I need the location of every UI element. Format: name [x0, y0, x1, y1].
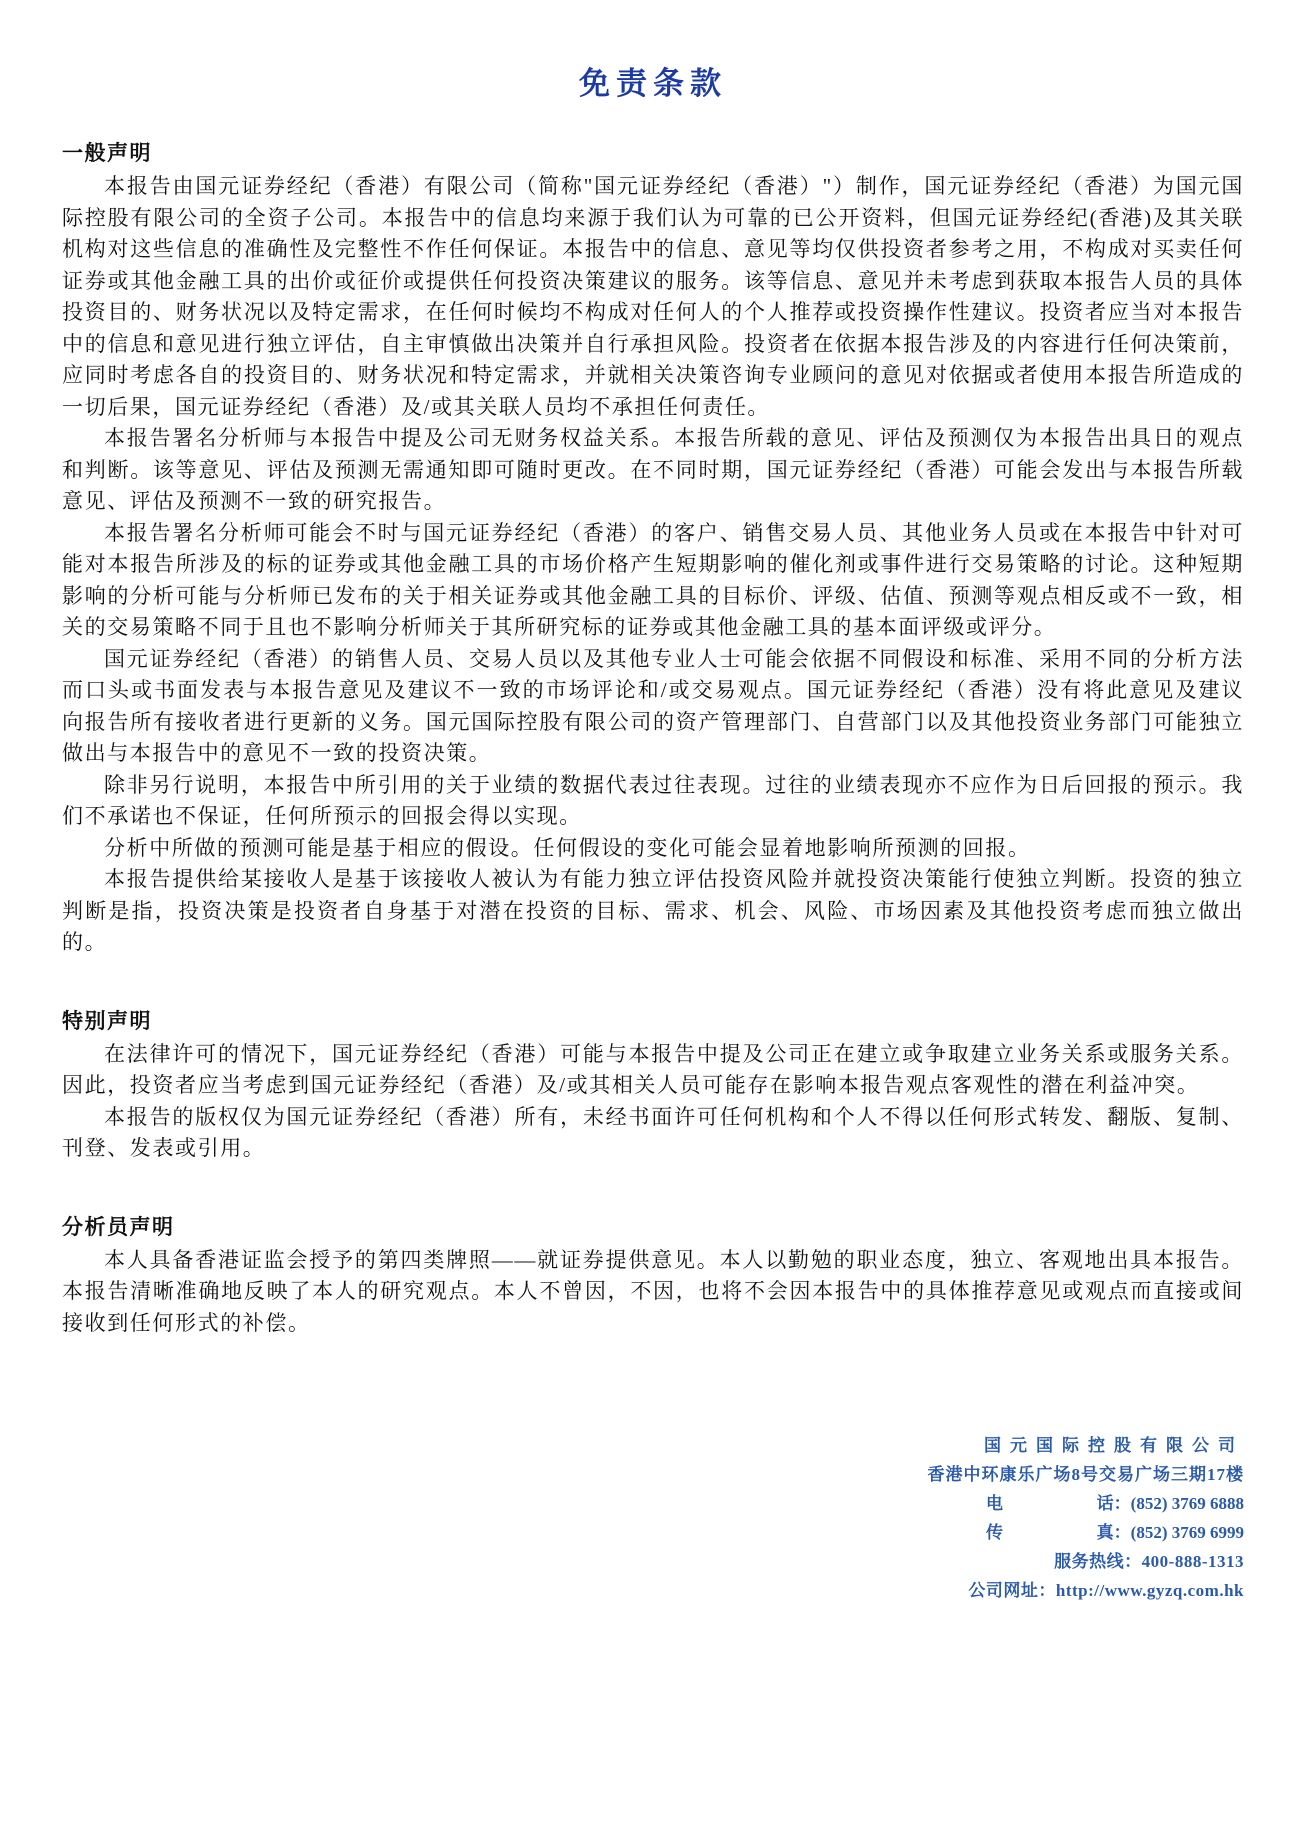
special-paragraph-2: 本报告的版权仅为国元证券经纪（香港）所有，未经书面许可任何机构和个人不得以任何形式转发、翻版、复制、刊登、发表或引用。 [62, 1104, 1244, 1160]
company-website: 公司网址：http://www.gyzq.com.hk [968, 1581, 1244, 1600]
general-paragraph-3: 本报告署名分析师可能会不时与国元证券经纪（香港）的客户、销售交易人员、其他业务人员或在本报告中针对可能对本报告所涉及的标的证券或其他金融工具的市场价格产生短期影响的催化剂或事件进行交易策略的讨论。这种短期影响的分析可能与分析师已发布的关于相关证券或其他金融工具的目标价、评级、估值、预测等观点相反或不一致，相关的交易策略不同于且也不影响分析师关于其所研究标的证券或其他金融工具的基本面评级或评分。 [62, 520, 1244, 639]
phone-line [986, 1489, 1244, 1518]
analyst-statement-heading: 分析员声明 [62, 1214, 175, 1239]
general-statement-heading: 一般声明 [62, 141, 152, 165]
fax-label: 传 [986, 1523, 1003, 1542]
general-paragraph-4: 国元证券经纪（香港）的销售人员、交易人员以及其他专业人士可能会依据不同假设和标准、采用不同的分析方法而口头或书面发表与本报告意见及建议不一致的市场评论和/或交易观点。国元证券经纪（香港）没有将此意见及建议向报告所有接收者进行更新的义务。国元国际控股有限公司的资产管理部门、自营部门以及其他投资业务部门可能独立做出与本报告中的意见不一致的投资决策。 [62, 646, 1244, 765]
phone-number: 话：(852) 3769 6888 [1096, 1494, 1244, 1513]
general-paragraph-2: 本报告署名分析师与本报告中提及公司无财务权益关系。本报告所载的意见、评估及预测仅为本报告出具日的观点和判断。该等意见、评估及预测无需通知即可随时更改。在不同时期，国元证券经纪（香港）可能会发出与本报告所载意见、评估及预测不一致的研究报告。 [62, 426, 1244, 513]
company-contact-footer [62, 1431, 1244, 1605]
company-address: 香港中环康乐广场8号交易广场三期17楼 [927, 1465, 1244, 1484]
general-paragraph-1: 本报告由国元证券经纪（香港）有限公司（简称"国元证券经纪（香港）"）制作，国元证券经纪（香港）为国元国际控股有限公司的全资子公司。本报告中的信息均来源于我们认为可靠的已公开资料，但国元证券经纪(香港)及其关联机构对这些信息的准确性及完整性不作任何保证。本报告中的信息、意见等均仅供投资者参考之用，不构成对买卖任何证券或其他金融工具的出价或征价或提供任何投资决策建议的服务。该等信息、意见并未考虑到获取本报告人员的具体投资目的、财务状况以及特定需求，在任何时候均不构成对任何人的个人推荐或投资操作性建议。投资者应当对本报告中的信息和意见进行独立评估，自主审慎做出决策并自行承担风险。投资者在依据本报告涉及的内容进行任何决策前，应同时考虑各自的投资目的、财务状况和特定需求，并就相关决策咨询专业顾问的意见对依据或者使用本报告所造成的一切后果，国元证券经纪（香港）及/或其关联人员均不承担任何责任。 [62, 174, 1244, 419]
general-paragraph-7: 本报告提供给某接收人是基于该接收人被认为有能力独立评估投资风险并就投资决策能行使独立判断。投资的独立判断是指，投资决策是投资者自身基于对潜在投资的目标、需求、机会、风险、市场因素及其他投资考虑而独立做出的。 [62, 867, 1244, 954]
page-title: 免责条款 [579, 66, 727, 101]
service-hotline: 服务热线：400-888-1313 [1054, 1552, 1244, 1571]
fax-line [986, 1518, 1244, 1547]
analyst-paragraph-1: 本人具备香港证监会授予的第四类牌照——就证券提供意见。本人以勤勉的职业态度，独立、客观地出具本报告。本报告清晰准确地反映了本人的研究观点。本人不曾因，不因，也将不会因本报告中的具体推荐意见或观点而直接或间接收到任何形式的补偿。 [62, 1247, 1244, 1335]
section-general-statement [62, 137, 1244, 959]
section-analyst-statement [62, 1211, 1244, 1340]
special-statement-heading: 特别声明 [62, 1008, 152, 1033]
general-paragraph-6: 分析中所做的预测可能是基于相应的假设。任何假设的变化可能会显着地影响所预测的回报。 [104, 835, 1031, 860]
general-paragraph-5: 除非另行说明，本报告中所引用的关于业绩的数据代表过往表现。过往的业绩表现亦不应作为日后回报的预示。我们不承诺也不保证，任何所预示的回报会得以实现。 [62, 772, 1244, 828]
company-name: 国元国际控股有限公司 [984, 1436, 1244, 1455]
phone-label: 电 [986, 1494, 1003, 1513]
special-paragraph-1: 在法律许可的情况下，国元证券经纪（香港）可能与本报告中提及公司正在建立或争取建立业务关系或服务关系。因此，投资者应当考虑到国元证券经纪（香港）及/或其相关人员可能存在影响本报告观点客观性的潜在利益冲突。 [62, 1041, 1244, 1097]
fax-number: 真：(852) 3769 6999 [1096, 1523, 1244, 1542]
section-special-statement [62, 1005, 1244, 1165]
